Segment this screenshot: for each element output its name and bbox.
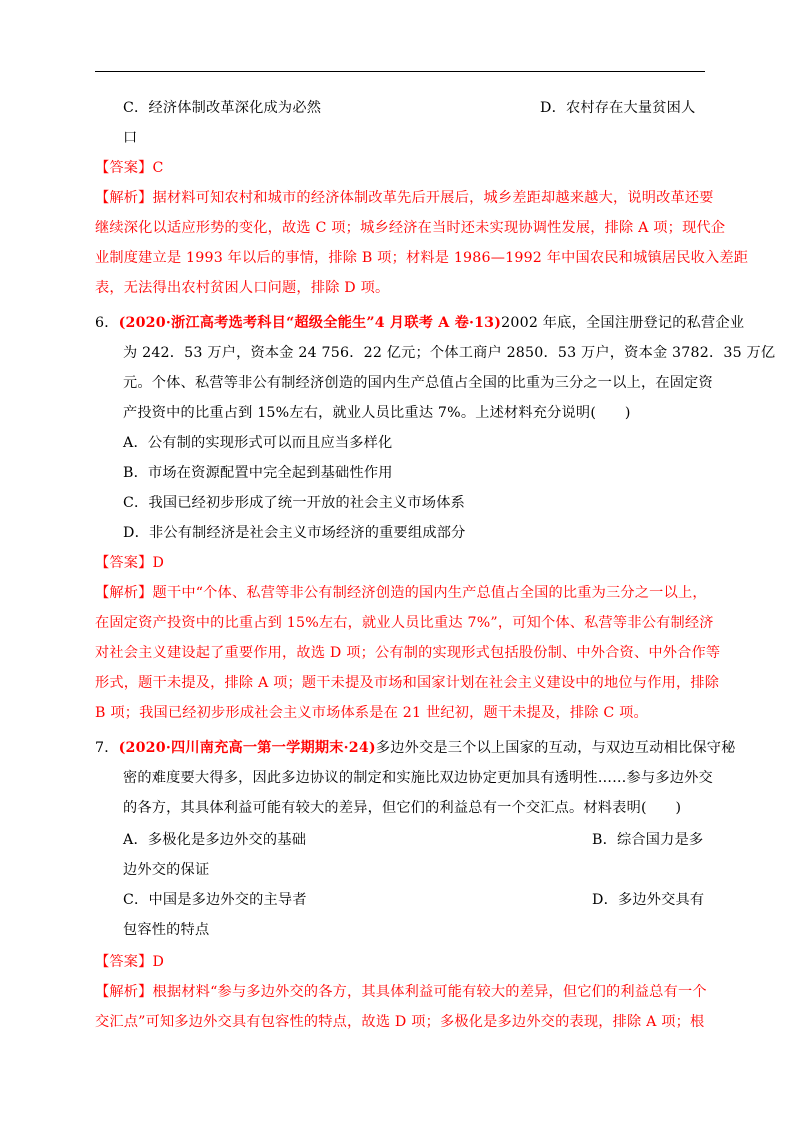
q7-analysis-line: 【解析】根据材料“参与多边外交的各方，其具体利益可能有较大的差异，但它们的利益总有一个: [95, 984, 707, 1000]
q7-option-d: D．多边外交具有: [592, 892, 705, 908]
q6-analysis-line: 【解析】题干中“个体、私营等非公有制经济创造的国内生产总值占全国的比重为三分之一以上，: [95, 585, 707, 601]
q6-number: 6．: [95, 315, 119, 331]
q7-option-b-wrap: 边外交的保证: [123, 862, 210, 878]
header-rule: [95, 71, 705, 72]
q6-stem-line: 2002 年底，全国注册登记的私营企业: [501, 315, 745, 331]
q6-answer: 【答案】D: [95, 555, 165, 571]
q7-option-d-wrap: 包容性的特点: [123, 922, 210, 938]
q6-analysis-line: B 项；我国已经初步形成社会主义市场体系是在 21 世纪初，题干未提及，排除 C 项。: [95, 705, 648, 721]
q7-option-c: C．中国是多边外交的主导者: [123, 892, 307, 908]
q7-analysis-line: 交汇点”可知多边外交具有包容性的特点，故选 D 项；多极化是多边外交的表现，排除 A 项；根: [95, 1014, 705, 1030]
q7-stem-line: 的各方，其具体利益可能有较大的差异，但它们的利益总有一个交汇点。材料表明( ): [123, 800, 682, 816]
q6-stem-line: 元。个体、私营等非公有制经济创造的国内生产总值占全国的比重为三分之一以上，在固定资: [123, 375, 713, 391]
q7-number: 7．: [95, 740, 119, 756]
q6-stem-line: 产投资中的比重占到 15%左右，就业人员比重达 7%。上述材料充分说明( ): [123, 405, 631, 421]
q5-answer: 【答案】C: [95, 160, 164, 176]
q5-analysis-line: 表，无法得出农村贫困人口问题，排除 D 项。: [95, 280, 390, 296]
q7-answer: 【答案】D: [95, 954, 165, 970]
q5-option-c: C．经济体制改革深化成为必然: [123, 100, 322, 116]
q6-stem-line: 为 242．53 万户，资本金 24 756．22 亿元；个体工商户 2850．53 万户，资本金 3782．35 万亿: [123, 345, 776, 361]
q7-stem-line: 多边外交是三个以上国家的互动，与双边互动相比保守秘: [375, 740, 736, 756]
q7-stem-first-line: [95, 738, 736, 758]
q5-analysis-line: 继续深化以适应形势的变化，故选 C 项；城乡经济在当时还未实现协调性发展，排除 A 项；现代企: [95, 220, 726, 236]
q5-analysis-line: 业制度建立是 1993 年以后的事情，排除 B 项；材料是 1986—1992 年中国农民和城镇居民收入差距: [95, 250, 749, 266]
q7-source: (2020·四川南充高一第一学期期末·24): [118, 740, 376, 756]
q5-option-d: D．农村存在大量贫困人: [540, 100, 696, 116]
q6-option-b: B．市场在资源配置中完全起到基础性作用: [123, 465, 393, 481]
q7-option-a: A．多极化是多边外交的基础: [123, 832, 307, 848]
q6-stem-first-line: [95, 313, 744, 333]
q6-analysis-line: 在固定资产投资中的比重占到 15%左右，就业人员比重达 7%”，可知个体、私营等非公有制经济: [95, 615, 714, 631]
q5-analysis-line: 【解析】据材料可知农村和城市的经济体制改革先后开展后，城乡差距却越来越大，说明改革还要: [95, 190, 714, 206]
q6-option-a: A．公有制的实现形式可以而且应当多样化: [123, 435, 393, 451]
q7-option-b: B．综合国力是多: [592, 832, 704, 848]
q6-option-c: C．我国已经初步形成了统一开放的社会主义市场体系: [123, 495, 465, 511]
q7-stem-line: 密的难度要大得多，因此多边协议的制定和实施比双边协定更加具有透明性……参与多边外交: [123, 770, 713, 786]
q6-analysis-line: 形式，题干未提及，排除 A 项；题干未提及市场和国家计划在社会主义建设中的地位与作用，排除: [95, 675, 720, 691]
q6-source: (2020·浙江高考选考科目“超级全能生”4 月联考 A 卷·13): [118, 315, 502, 331]
q6-option-d: D．非公有制经济是社会主义市场经济的重要组成部分: [123, 525, 466, 541]
q6-analysis-line: 对社会主义建设起了重要作用，故选 D 项；公有制的实现形式包括股份制、中外合资、中外合作等: [95, 645, 721, 661]
q5-option-d-wrap: 口: [123, 130, 138, 146]
